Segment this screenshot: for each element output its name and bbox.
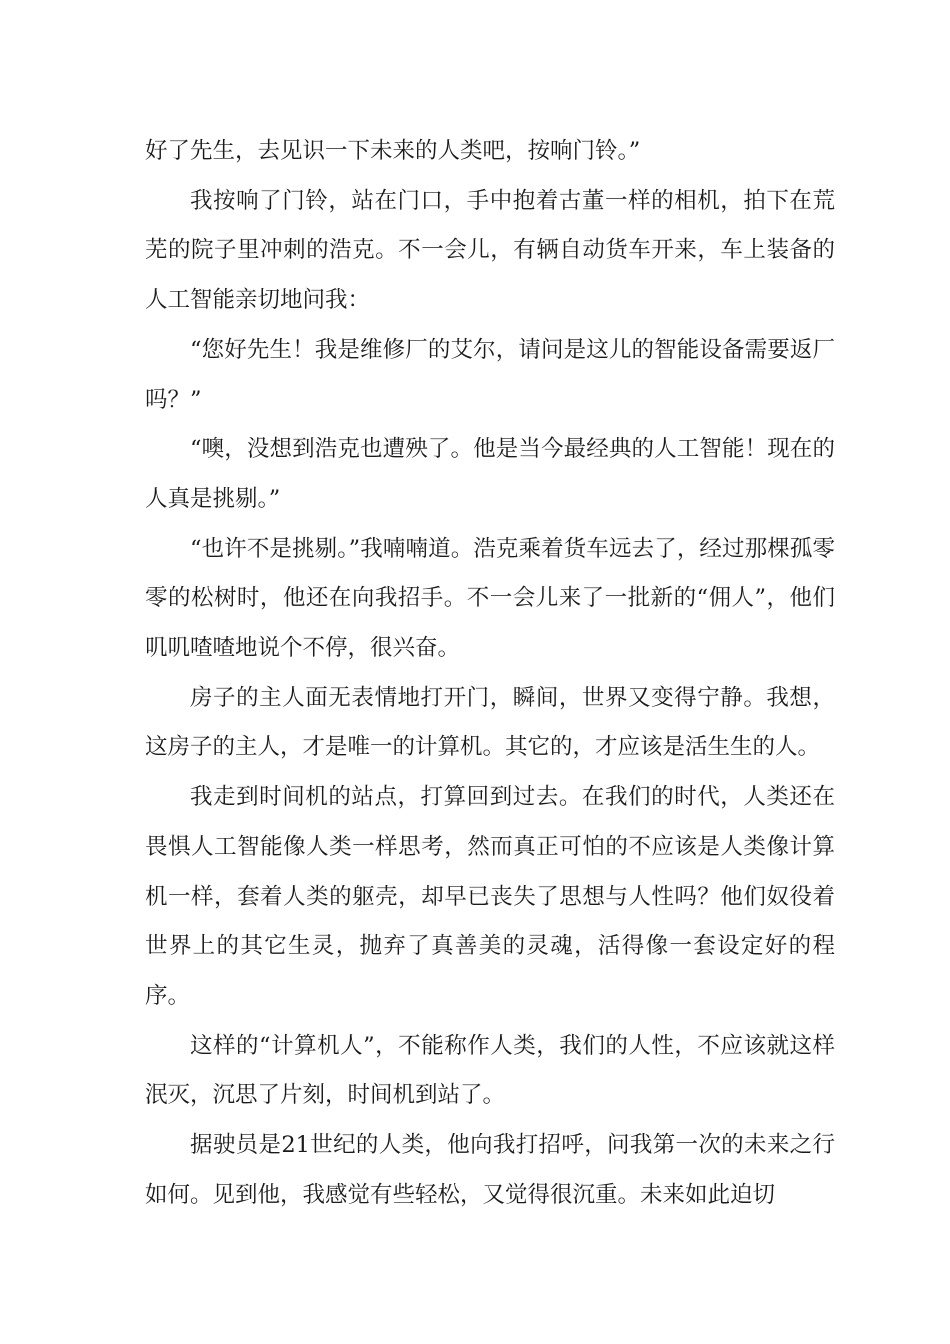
paragraph-8: 这样的“计算机人”，不能称作人类，我们的人性，不应该就这样泯灭，沉思了片刻，时间机到站了。 bbox=[145, 1032, 835, 1109]
paragraph-7: 我走到时间机的站点，打算回到过去。在我们的时代，人类还在畏惧人工智能像人类一样思考，然而真正可怕的不应该是人类像计算机一样，套着人类的躯壳，却早已丧失了思想与人性吗？他们奴役着世界上的其它生灵，抛弃了真善美的灵魂，活得像一套设定好的程序。 bbox=[145, 784, 835, 1009]
paragraph-9: 据驶员是21世纪的人类，他向我打招呼，问我第一次的未来之行如何。见到他，我感觉有些轻松，又觉得很沉重。未来如此迫切 bbox=[145, 1132, 835, 1208]
paragraph-4: “噢，没想到浩克也遭殃了。他是当今最经典的人工智能！现在的人真是挑剔。” bbox=[145, 436, 835, 512]
paragraph-5: “也许不是挑剔。”我喃喃道。浩克乘着货车远去了，经过那棵孤零零的松树时，他还在向我招手。不一会儿来了一批新的“佣人”，他们叽叽喳喳地说个不停，很兴奋。 bbox=[145, 535, 835, 662]
paragraph-3: “您好先生！我是维修厂的艾尔，请问是这儿的智能设备需要返厂吗？” bbox=[145, 336, 835, 413]
paragraph-1: 好了先生，去见识一下未来的人类吧，按响门铃。” bbox=[145, 138, 641, 164]
body-text bbox=[145, 127, 835, 1220]
paragraph-6: 房子的主人面无表情地打开门，瞬间，世界又变得宁静。我想，这房子的主人，才是唯一的计算机。其它的，才应该是活生生的人。 bbox=[145, 684, 835, 761]
paragraph-2: 我按响了门铃，站在门口，手中抱着古董一样的相机，拍下在荒芜的院子里冲刺的浩克。不一会儿，有辆自动货车开来，车上装备的人工智能亲切地问我： bbox=[145, 187, 835, 314]
